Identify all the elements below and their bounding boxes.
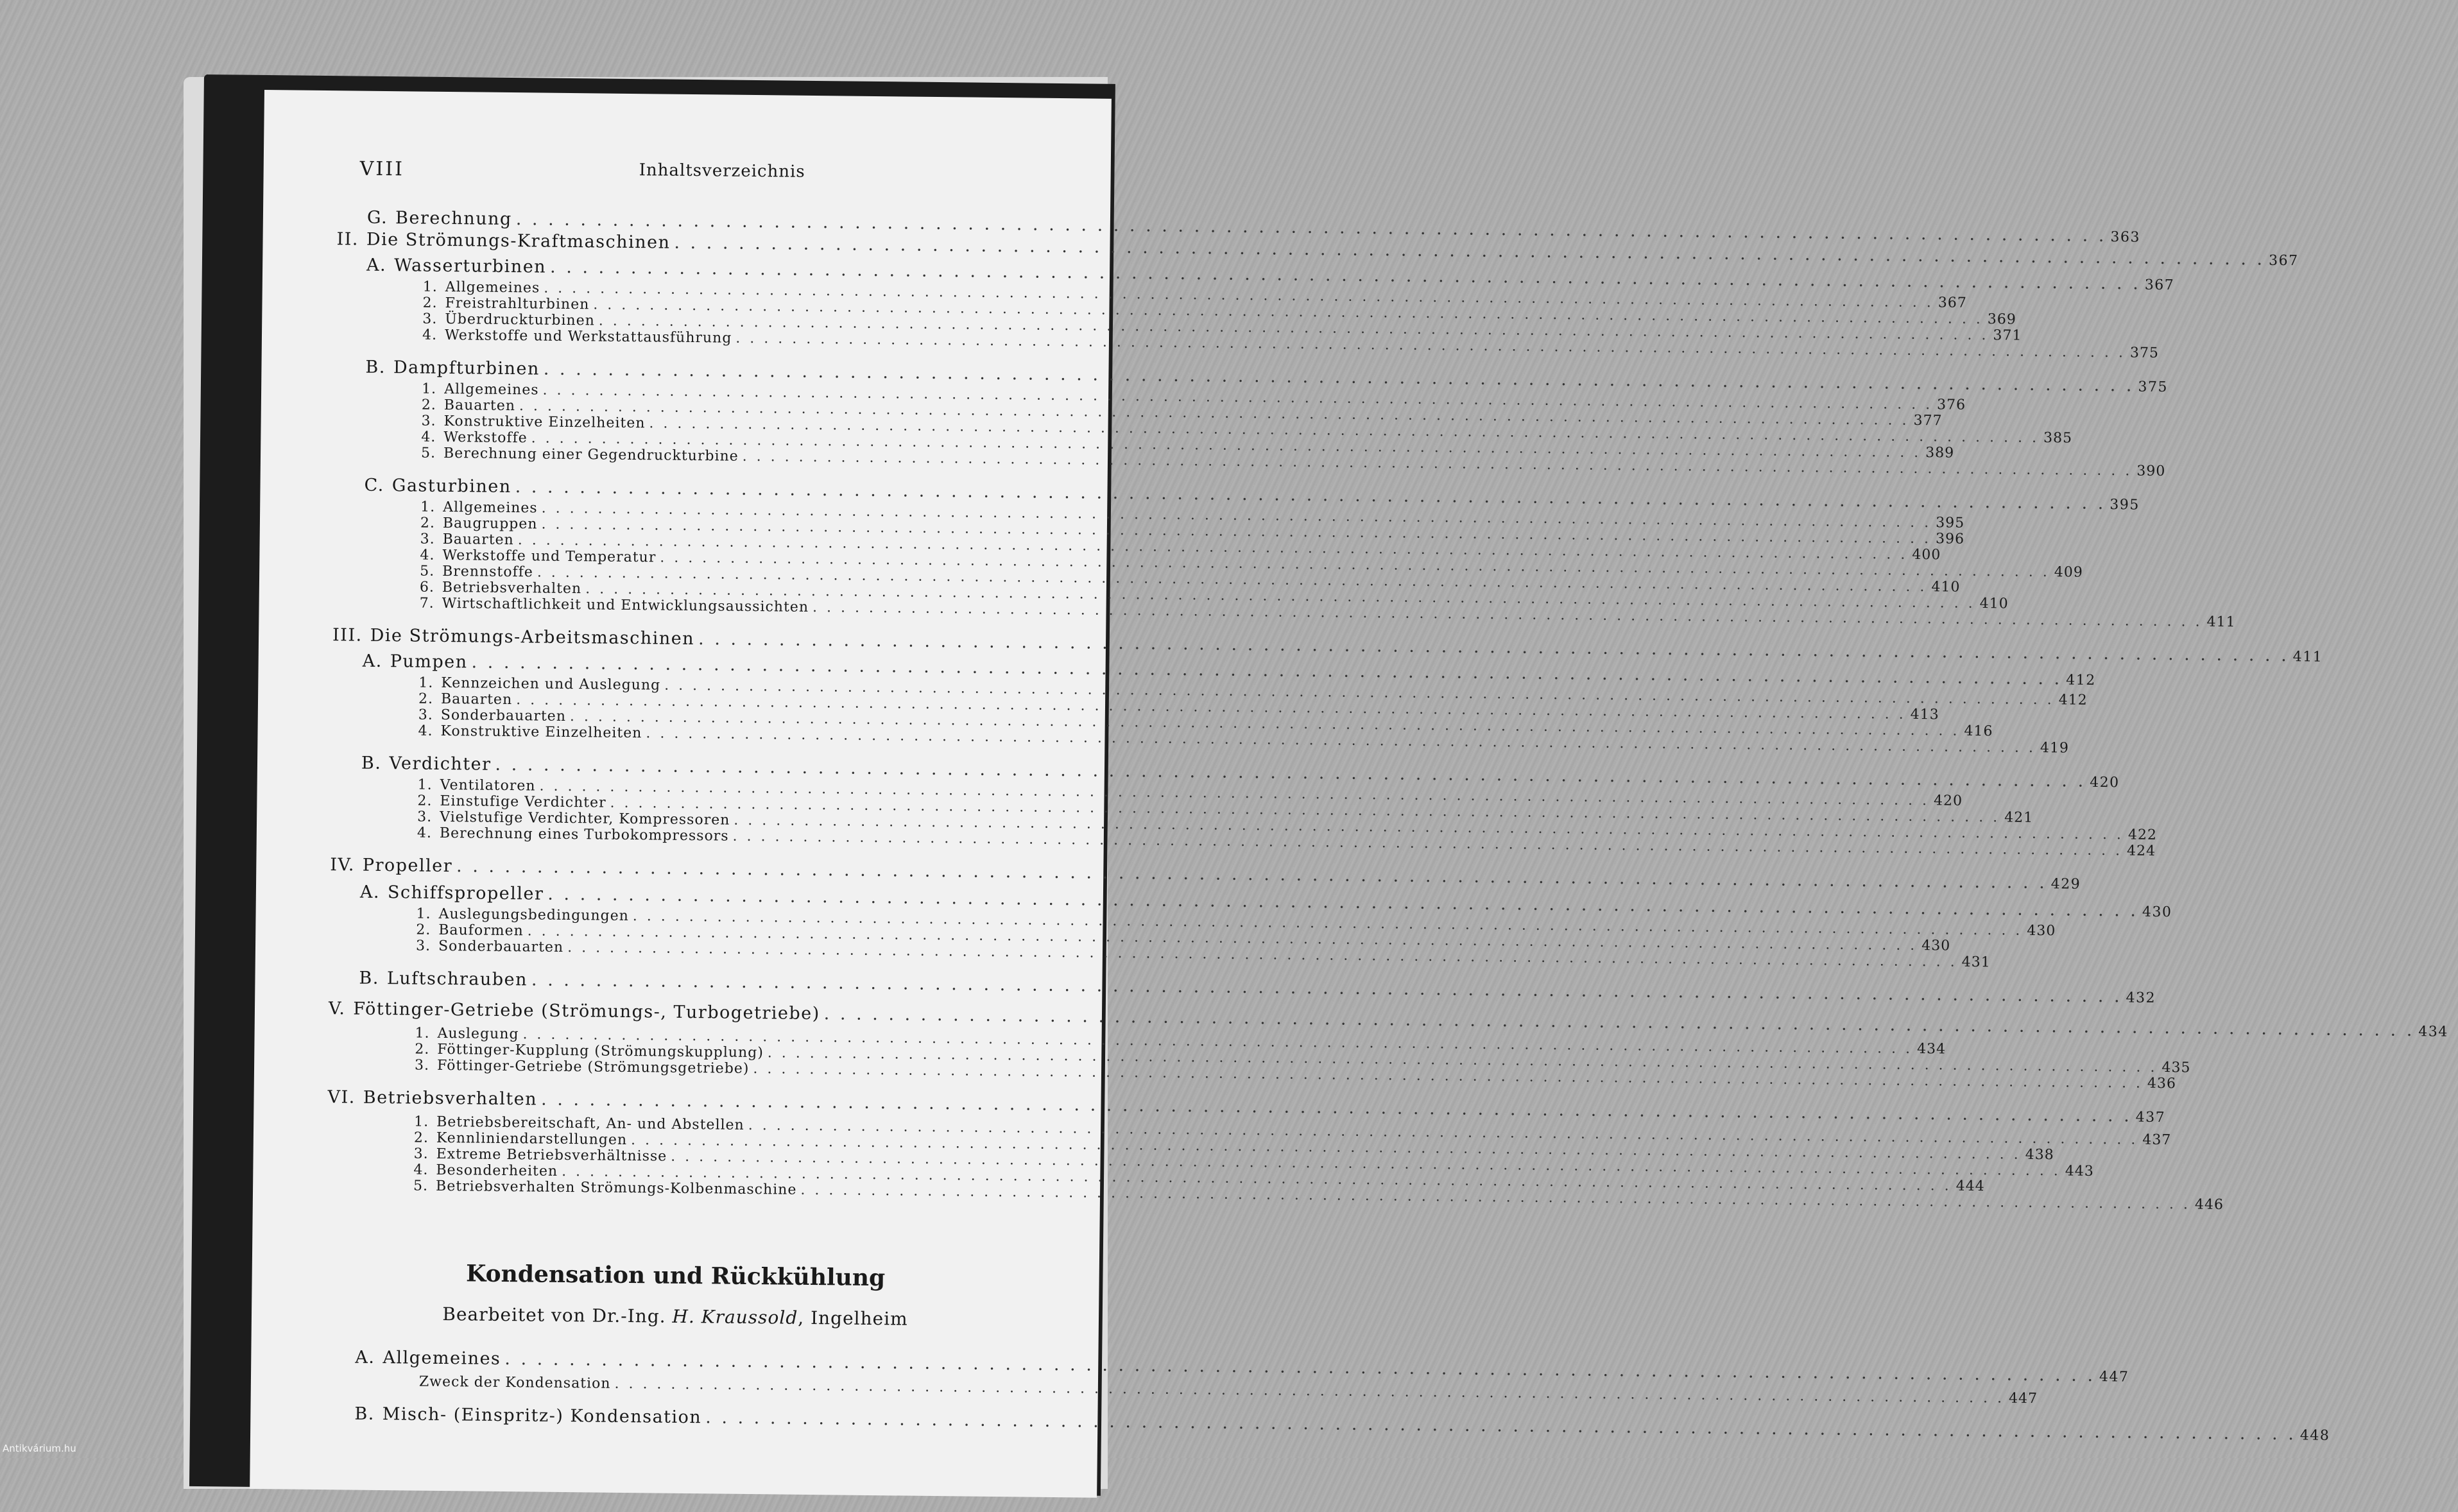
toc-entry-title: Berechnung eines Turbokompressors xyxy=(440,825,729,845)
toc-entry-page: 409 xyxy=(2054,564,2083,580)
toc-entry-page: 430 xyxy=(2026,923,2056,939)
toc-entry-number: B. xyxy=(359,968,387,988)
toc-entry-title: Betriebsverhalten Strömungs-Kolbenmaschine xyxy=(436,1178,797,1198)
toc-entry-number: 2. xyxy=(420,515,443,531)
toc-entry-number: IV. xyxy=(330,855,363,875)
toc-entry-number: II. xyxy=(336,229,366,249)
toc-entry-title: Die Strömungs-Arbeitsmaschinen xyxy=(370,626,695,649)
toc-entry-page: 389 xyxy=(1925,445,1954,461)
toc-entry-number: 1. xyxy=(414,1114,436,1130)
toc-entry xyxy=(354,1404,1085,1432)
toc-entry-number: 5. xyxy=(421,445,443,461)
toc-entry-title: Berechnung einer Gegendruckturbine xyxy=(443,445,739,465)
toc-entry-title: Bauarten xyxy=(444,397,515,414)
toc-entry-page: 448 xyxy=(2300,1427,2330,1443)
toc-entry-number: 3. xyxy=(420,531,443,547)
toc-entry-page: 432 xyxy=(2126,990,2155,1006)
toc-entry xyxy=(330,855,1090,882)
toc-entry-number: 2. xyxy=(417,793,440,809)
toc-entry-number: 2. xyxy=(416,922,438,938)
toc-entry-title: Baugruppen xyxy=(443,515,538,533)
toc-entry-page: 443 xyxy=(2065,1163,2094,1179)
toc-entry-page: 395 xyxy=(2110,497,2139,513)
toc-entry-number: 4. xyxy=(422,327,445,343)
toc-entry xyxy=(329,999,1089,1026)
toc-entry-page: 377 xyxy=(1912,413,1942,429)
page-title: Inhaltsverzeichnis xyxy=(639,160,805,182)
toc-entry xyxy=(359,968,1089,996)
toc-entry-title: Wasserturbinen xyxy=(394,255,546,277)
toc-entry-page: 385 xyxy=(2043,430,2072,446)
toc-entry-title: Föttinger-Kupplung (Strömungskupplung) xyxy=(437,1042,764,1061)
toc-entry-title: Ventilatoren xyxy=(440,777,536,795)
toc-entry xyxy=(364,476,1094,503)
toc-entry-title: Allgemeines xyxy=(445,279,540,296)
toc-entry-page: 375 xyxy=(2138,379,2167,395)
toc-entry-number: 3. xyxy=(414,1146,436,1162)
toc-entry-page: 410 xyxy=(1979,596,2009,612)
toc-entry-page: 421 xyxy=(2004,809,2033,825)
toc-entry xyxy=(365,357,1096,385)
toc-entry-title: Die Strömungs-Kraftmaschinen xyxy=(366,230,671,253)
toc-entry-page: 395 xyxy=(1935,515,1964,531)
toc-entry-title: Betriebsbereitschaft, An- und Abstellen xyxy=(436,1114,744,1133)
dot-leader xyxy=(531,970,2122,1006)
toc-entry-title: Besonderheiten xyxy=(436,1162,558,1180)
toc-entry xyxy=(355,1348,1085,1375)
toc-entry-page: 447 xyxy=(2099,1369,2129,1385)
toc-entry-title: Kennliniendarstellungen xyxy=(436,1130,627,1148)
page-number-roman: VIII xyxy=(360,158,405,181)
toc-entry-title: Vielstufige Verdichter, Kompressoren xyxy=(440,809,730,829)
toc-entry-title: Pumpen xyxy=(390,651,468,672)
toc-entry-number: 2. xyxy=(414,1130,436,1146)
book-page xyxy=(250,90,1112,1498)
toc-entry-page: 375 xyxy=(2129,345,2159,361)
toc-entry-title: Werkstoffe und Werkstattausführung xyxy=(445,327,732,347)
toc-entry-number: B. xyxy=(354,1404,382,1424)
toc-entry-number: 4. xyxy=(417,825,440,841)
toc-entry-title: Extreme Betriebsverhältnisse xyxy=(436,1146,667,1165)
toc-entry-number: III. xyxy=(332,625,370,646)
toc-entry xyxy=(361,753,1092,781)
toc-entry-title: Wirtschaftlichkeit und Entwicklungsaussichten xyxy=(442,596,809,615)
toc-entry-title: Konstruktive Einzelheiten xyxy=(440,723,642,741)
toc-entry-number: 1. xyxy=(423,279,445,295)
toc-entry-title: Allgemeines xyxy=(443,499,538,517)
toc-entry-number: A. xyxy=(355,1348,382,1368)
toc-entry-page: 376 xyxy=(1936,397,1966,413)
toc-entry xyxy=(332,625,1093,653)
toc-entry-number: G. xyxy=(367,208,396,228)
toc-entry-page: 367 xyxy=(2269,253,2298,269)
toc-entry-page: 413 xyxy=(1910,707,1939,723)
toc-entry-title: Allgemeines xyxy=(382,1348,501,1369)
toc-entry-number: 3. xyxy=(415,1058,437,1074)
toc-entry-page: 420 xyxy=(2090,775,2119,791)
toc-entry-number: 1. xyxy=(418,675,441,691)
toc-entry-page: 429 xyxy=(2051,876,2081,892)
toc-entry-page: 411 xyxy=(2293,649,2323,665)
toc-entry-title: Misch- (Einspritz-) Kondensation xyxy=(382,1404,702,1427)
toc-entry-number: 5. xyxy=(420,563,442,580)
running-header xyxy=(360,158,1117,166)
toc-entry-page: 434 xyxy=(2418,1024,2448,1040)
toc-entry-page: 431 xyxy=(1961,954,1991,970)
toc-entry-page: 367 xyxy=(2145,277,2174,293)
toc-entry-title: Gasturbinen xyxy=(392,476,511,497)
toc-entry-page: 437 xyxy=(2136,1110,2165,1126)
toc-entry-number: 3. xyxy=(416,938,438,954)
toc-entry-page: 411 xyxy=(2206,614,2235,630)
toc-entry-number: 2. xyxy=(422,397,444,413)
toc-entry-page: 422 xyxy=(2127,827,2157,843)
toc-entry-page: 369 xyxy=(1987,311,2016,327)
toc-entry-page: 416 xyxy=(1963,723,1993,739)
toc-entry-page: 435 xyxy=(2161,1060,2190,1076)
toc-entry-number: 5. xyxy=(413,1178,436,1194)
toc-entry-page: 437 xyxy=(2142,1132,2171,1148)
toc-entry-title: Föttinger-Getriebe (Strömungs-, Turbogetriebe) xyxy=(353,999,820,1024)
toc-entry-title: Kennzeichen und Auslegung xyxy=(441,675,660,694)
toc-entry-page: 430 xyxy=(1921,938,1950,954)
toc-entry-number: 2. xyxy=(415,1042,437,1058)
toc-entry-title: Föttinger-Getriebe (Strömungsgetriebe) xyxy=(437,1058,750,1077)
toc-entry-number: 1. xyxy=(416,906,438,922)
toc-entry-title: Auslegung xyxy=(437,1026,519,1042)
toc-entry-title: Betriebsverhalten xyxy=(363,1088,538,1110)
toc-entry-page: 410 xyxy=(1930,579,1960,595)
author-prefix: Bearbeitet von Dr.-Ing. xyxy=(442,1303,666,1327)
toc-entry-title: Allgemeines xyxy=(444,381,539,399)
toc-entry-number: 7. xyxy=(420,596,442,612)
toc-entry-title: Sonderbauarten xyxy=(441,707,566,725)
toc-entry-page: 446 xyxy=(2194,1197,2224,1213)
author-suffix: , Ingelheim xyxy=(798,1307,908,1330)
toc-entry-number: 3. xyxy=(422,311,445,327)
toc-entry-page: 434 xyxy=(1916,1041,1946,1057)
toc-entry-number: A. xyxy=(360,882,388,902)
toc-entry-page: 412 xyxy=(2066,672,2095,688)
toc-entry-title: Einstufige Verdichter xyxy=(440,793,606,811)
toc-entry-title: Zweck der Kondensation xyxy=(419,1374,611,1392)
toc-entry xyxy=(366,255,1097,283)
toc-entry-number: 4. xyxy=(420,547,442,563)
toc-entry-title: Bauformen xyxy=(438,922,524,939)
toc-entry-title: Berechnung xyxy=(395,208,512,229)
toc-entry-title: Bauarten xyxy=(443,531,514,548)
toc-entry-title: Dampfturbinen xyxy=(393,357,540,379)
toc-entry-number: 2. xyxy=(422,295,445,311)
toc-entry-page: 444 xyxy=(1955,1178,1985,1194)
toc-entry-number: 6. xyxy=(420,580,442,596)
toc-entry-title: Überdruckturbinen xyxy=(445,311,595,329)
toc-entry-number: B. xyxy=(365,357,393,377)
toc-entry-title: Sonderbauarten xyxy=(438,938,563,956)
author-name: H. Kraussold xyxy=(672,1306,798,1328)
toc-entry-title: Verdichter xyxy=(389,753,491,775)
toc-entry-title: Schiffspropeller xyxy=(388,882,544,904)
dot-leader xyxy=(705,1407,2296,1444)
toc-entry-title: Werkstoffe xyxy=(443,429,528,446)
toc-entry-page: 390 xyxy=(2136,463,2165,479)
toc-entry-title: Werkstoffe und Temperatur xyxy=(442,547,656,565)
toc-entry-page: 367 xyxy=(1938,295,1967,311)
toc-entry-number: 1. xyxy=(420,499,443,515)
toc-entry-page: 424 xyxy=(2126,843,2156,859)
toc-entry-page: 447 xyxy=(2008,1391,2038,1407)
toc-entry-page: 412 xyxy=(2058,692,2088,708)
toc-entry-number: 4. xyxy=(421,429,443,445)
toc-entry-title: Freistrahlturbinen xyxy=(445,295,589,313)
watermark: Antikvárium.hu xyxy=(3,1443,76,1454)
toc-entry-page: 400 xyxy=(1911,547,1941,563)
toc-entry-page: 363 xyxy=(2110,229,2140,245)
toc-entry-number: A. xyxy=(363,651,390,671)
section-title: Kondensation und Rückkühlung xyxy=(252,1258,1099,1294)
toc-entry-title: Konstruktive Einzelheiten xyxy=(443,413,645,431)
toc-entry-number: 3. xyxy=(418,707,441,723)
toc-entry xyxy=(360,882,1090,910)
toc-entry xyxy=(327,1087,1088,1115)
toc-entry-title: Brennstoffe xyxy=(442,563,533,580)
toc-entry-number: 1. xyxy=(418,777,440,793)
toc-entry-title: Betriebsverhalten xyxy=(442,580,582,597)
toc-entry-page: 419 xyxy=(2040,740,2069,756)
toc-entry-number: 2. xyxy=(418,691,441,707)
toc-entry-title: Auslegungsbedingungen xyxy=(438,906,629,924)
toc-entry-title: Luftschrauben xyxy=(387,968,528,990)
toc-entry-page: 371 xyxy=(1992,327,2022,343)
toc-entry xyxy=(363,651,1093,679)
toc-entry-number: V. xyxy=(329,999,354,1018)
toc-entry-number: 1. xyxy=(422,381,444,397)
toc-entry-number: 3. xyxy=(421,413,443,429)
toc-entry-page: 430 xyxy=(2142,904,2172,920)
toc-entry-number: 4. xyxy=(418,723,440,739)
toc-entry-number: B. xyxy=(361,753,390,773)
toc-entry-number: VI. xyxy=(327,1087,363,1108)
toc-entry-title: Bauarten xyxy=(441,691,512,708)
toc-entry-number: 3. xyxy=(417,809,440,825)
toc-entry-title: Propeller xyxy=(363,855,453,876)
toc-entry-page: 420 xyxy=(1933,793,1963,809)
toc-entry-number: 1. xyxy=(415,1026,437,1042)
toc-entry-number: A. xyxy=(366,255,394,275)
toc-entry-number: 4. xyxy=(413,1162,436,1178)
toc-entry-page: 438 xyxy=(2025,1147,2054,1163)
toc-entry-page: 396 xyxy=(1935,531,1964,547)
toc-entry-number: C. xyxy=(364,476,392,495)
toc-entry-page: 436 xyxy=(2147,1076,2176,1092)
toc-entry xyxy=(411,1374,1085,1397)
section-author xyxy=(252,1302,1099,1332)
